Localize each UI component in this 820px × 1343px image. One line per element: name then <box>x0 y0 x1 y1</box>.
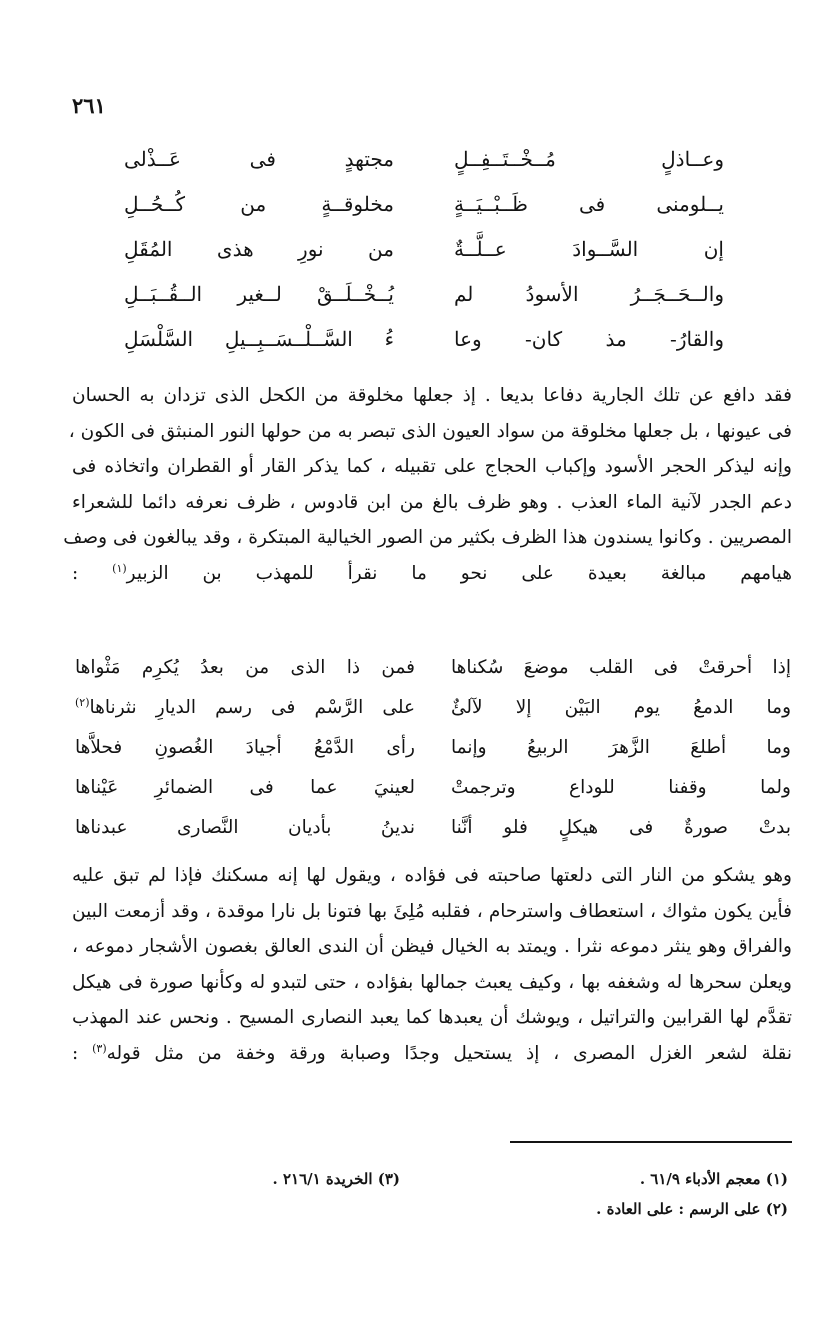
verse-first-hemistich: وعــاذلٍ مُــخْــتَــفِــلٍ <box>454 147 724 171</box>
paragraph-commentary-1 <box>63 378 792 591</box>
paragraph-line: وهو يشكو من النار التى دلعتها صاحبته فى فؤاده ، ويقول لها إنه مسكنك فإذا لم تبق عليه <box>72 865 792 886</box>
paragraph-line-tail: : <box>72 1042 93 1064</box>
poem-line <box>75 728 791 768</box>
footnote-marker: (٣) <box>92 1041 107 1055</box>
paragraph-line-tail: : <box>72 562 113 584</box>
verse-line <box>124 272 724 317</box>
paragraph-line: المصريين . وكانوا يسندون هذا الظرف بكثير من الصور الخيالية المبتكرة ، وقد يبالغون فى وصف <box>63 527 792 548</box>
paragraph-line: دعم الجدر لآنية الماء العذب . وهو ظرف بالغ من ابن قادوس ، ظرف نعرفه دائما للشعراء <box>72 491 792 513</box>
paragraph-line-text: نقلة لشعر الغزل المصرى ، إذ يستحيل وجدًا وصبابة ورقة وخفة من مثل قوله <box>106 1042 792 1064</box>
footnote-3: (٣) الخريدة ٢١٦/١ . <box>272 1170 400 1188</box>
paragraph-line: فأين يكون مثواك ، استعطاف واسترحام ، فقلبه مُلِئَ بها فتونا بل نارا موقدة ، وقد أزمعت البين <box>72 900 792 922</box>
poem-first-hemistich: وما الدمعُ يوم البَيْن إلا لآلئٌ <box>451 697 791 718</box>
paragraph-line: تقدَّم لها القرابين والتراتيل ، ويوشك أن يعبدها كما يعبد النصارى المسيح . ونحس عند المهذب <box>72 1007 792 1028</box>
poem-second-hemistich-text: على الرَّسْم فى رسم الديارِ نثرناها <box>89 697 415 718</box>
verse-line <box>124 182 724 227</box>
verse-line <box>124 227 724 272</box>
verse-second-hemistich: من نورِ هذى المُقَلِ <box>124 237 394 261</box>
poem-second-hemistich: رأى الدَّمْعُ أجيادَ الغُصونِ فحلاَّها <box>75 737 415 758</box>
paragraph-line <box>72 556 792 592</box>
page-number: ٢٦١ <box>72 93 106 118</box>
verse-first-hemistich: والــحَــجَــرُ الأسودُ لم <box>454 282 724 306</box>
verse-line <box>124 137 724 182</box>
paragraph-line: فى عيونها ، بل جعلها مخلوقة من سواد العيون الذى تبصر به من حولها النور المنبثق فى الكون ، <box>68 420 792 442</box>
poem-second-hemistich: ندينُ بأديان النَّصارى عبدناها <box>75 817 415 838</box>
poem-line <box>75 688 791 728</box>
paragraph-line: والفراق وهو ينثر دموعه نثرا . ويمتد به الخيال فيظن أن الندى العالق بغصون الأشجار دموعه ، <box>72 936 792 957</box>
paragraph-line: فقد دافع عن تلك الجارية دفاعا بديعا . إذ جعلها مخلوقة من الكحل الذى تزدان به الحسان <box>72 385 792 406</box>
poem-first-hemistich: ولما وقفنا للوداع وترجمتْ <box>451 777 791 798</box>
footnote-marker: (١) <box>112 561 127 575</box>
verse-first-hemistich: يــلومنى فى ظَــبْــيَــةٍ <box>454 192 724 216</box>
poem-first-hemistich: وما أطلعَ الزَّهرَ الربيعُ وإنما <box>451 737 791 758</box>
verse-first-hemistich: والقارُ- مذ كان- وعا <box>454 327 724 351</box>
poem-second-hemistich: فمن ذا الذى من بعدُ يُكرِم مَثْواها <box>75 657 415 678</box>
verse-second-hemistich: ءُ السَّــلْــسَــبِــيلِ السَّلْسَلِ <box>124 327 394 351</box>
footnote-marker: (٢) <box>75 695 90 709</box>
paragraph-line <box>72 1036 792 1072</box>
poem-first-hemistich: إذا أحرقتْ فى القلب موضعَ سُكناها <box>451 657 791 678</box>
verse-second-hemistich: مجتهدٍ فى عَــذْلى <box>124 147 394 171</box>
poem-block <box>75 648 791 848</box>
verse-second-hemistich: يُــخْــلَــقْ لــغير الــقُــبَــلِ <box>124 282 394 306</box>
poem-line <box>75 768 791 808</box>
footnote-2: (٢) على الرسم : على العادة . <box>596 1200 788 1218</box>
paragraph-commentary-2 <box>72 858 792 1071</box>
poem-line <box>75 648 791 688</box>
poem-first-hemistich: بدتْ صورةٌ فى هيكلٍ فلو أنَّنا <box>451 817 791 838</box>
verse-line <box>124 317 724 362</box>
paragraph-line-text: هيامهم مبالغة بعيدة على نحو ما نقرأ للمهذب بن الزبير <box>126 562 792 584</box>
poem-second-hemistich <box>75 688 415 728</box>
verse-block <box>124 137 724 362</box>
verse-first-hemistich: إن السَّــوادَ عــلَّــةٌ <box>454 237 724 261</box>
poem-second-hemistich: لعينيَ عما فى الضمائرِ عَيْناها <box>75 777 415 798</box>
paragraph-line: وإنه ليذكر الحجر الأسود وإكباب الحجاج على تقبيله ، كما يذكر القار أو القطران واتخاذه فى <box>72 456 792 477</box>
paragraph-line: ويعلن سحرها له وشغفه بها ، وكيف يعبث جمالها بفؤاده ، حتى لتبدو له وكأنها صورة فى هيكل <box>72 971 792 993</box>
poem-line <box>75 808 791 848</box>
verse-second-hemistich: مخلوقــةٍ من كُــحُــلِ <box>124 192 394 216</box>
footnote-divider <box>510 1141 792 1143</box>
footnote-1: (١) معجم الأدباء ٦١/٩ . <box>639 1170 788 1188</box>
